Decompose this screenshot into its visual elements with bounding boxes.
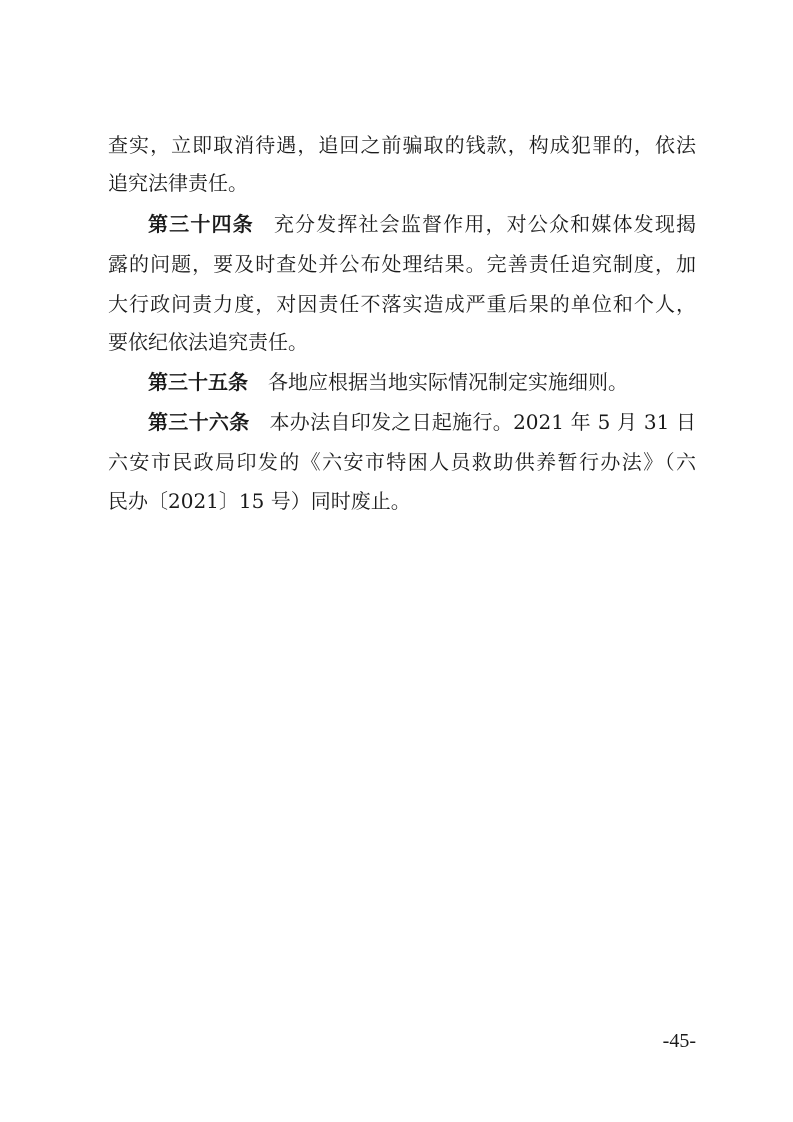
paragraph-text-line: 查实，立即取消待遇，追回之前骗取的钱款，构成犯罪的，依法 [108,133,696,157]
article-heading: 第三十六条 [148,410,250,434]
paragraph-text-line: 民办〔2021〕15 号）同时废止。 [108,489,411,513]
article-heading: 第三十五条 [148,370,248,394]
article-text: 各地应根据当地实际情况制定实施细则。 [268,370,628,394]
paragraph-text-line: 六安市民政局印发的《六安市特困人员救助供养暂行办法》（六 [108,450,696,474]
paragraph-text-line: 追究法律责任。 [108,171,248,195]
paragraph-text-line: 大行政问责力度，对因责任不落实造成严重后果的单位和个人， [108,292,696,316]
paragraph-text-line: 露的问题，要及时查处并公布处理结果。完善责任追究制度，加 [108,252,696,276]
page-number: -45- [662,1030,696,1052]
article-text: 本办法自印发之日起施行。2021 年 5 月 31 日 [269,410,697,434]
article-35-line [108,363,696,401]
paragraph-text-line: 要依纪依法追究责任。 [108,330,308,354]
article-heading: 第三十四条 [148,212,254,236]
article-text: 充分发挥社会监督作用，对公众和媒体发现揭 [273,212,697,236]
article-36-line [108,403,696,441]
article-34-line [108,205,696,243]
